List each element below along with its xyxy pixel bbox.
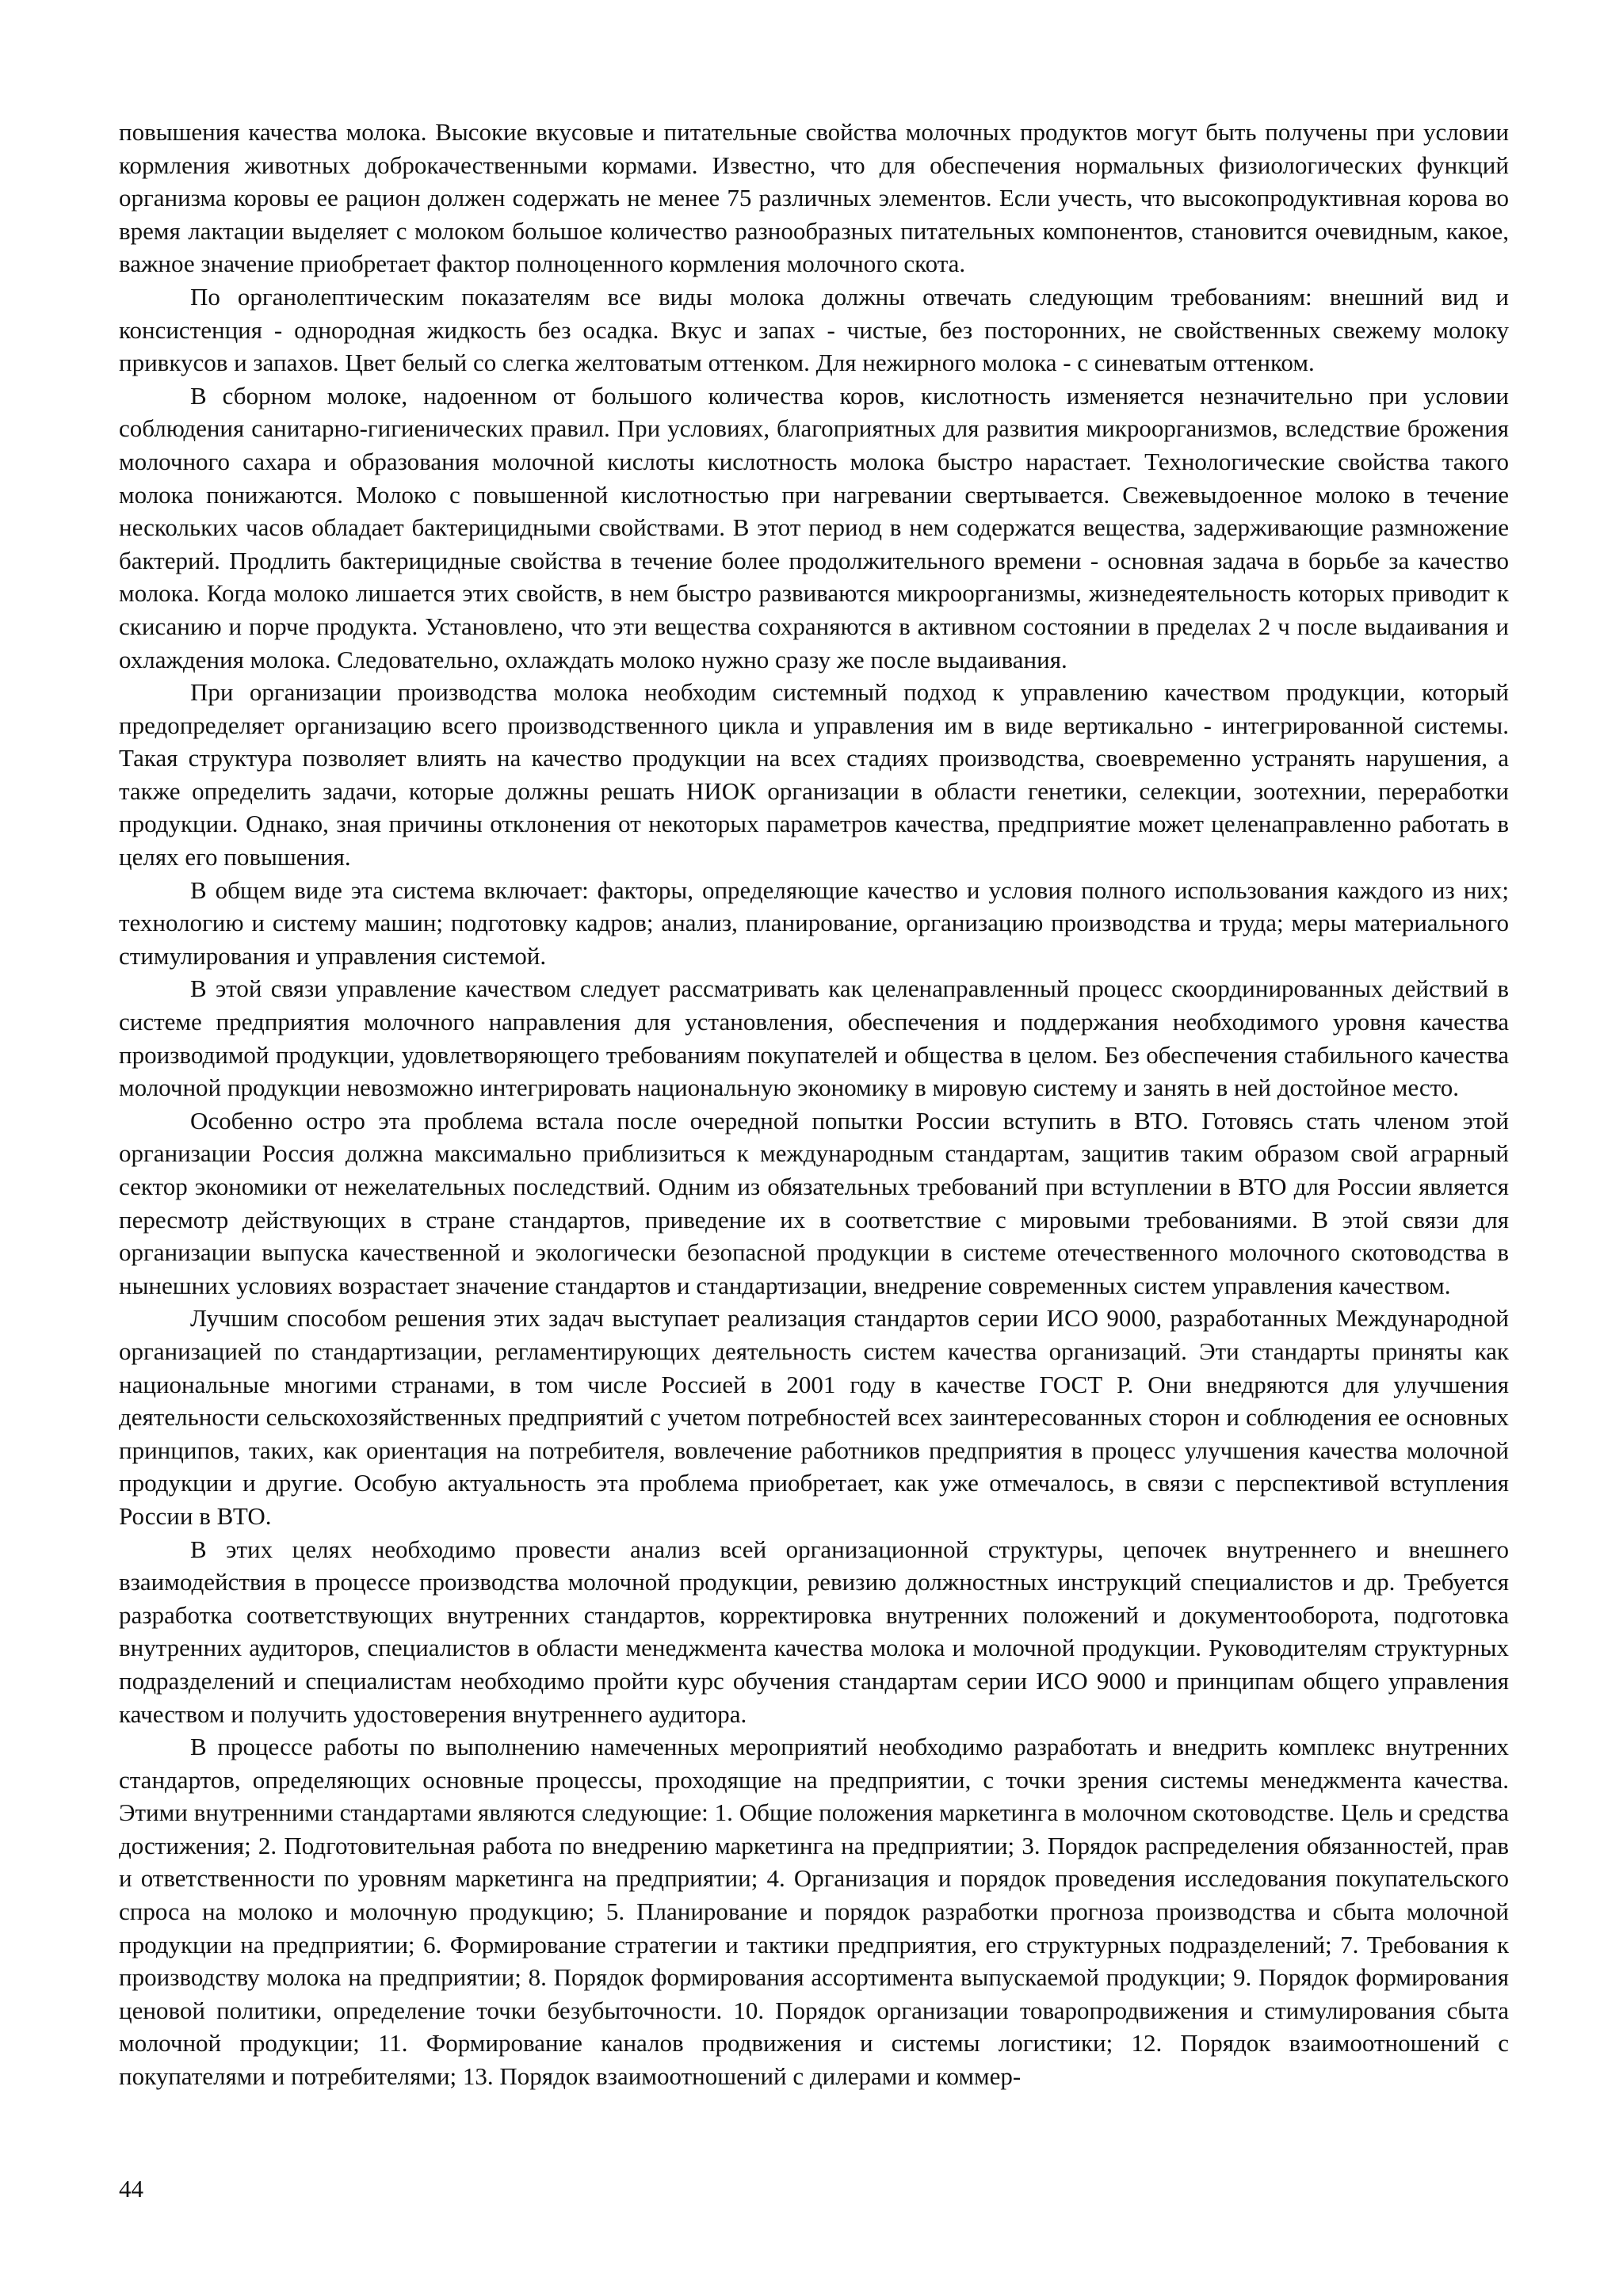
paragraph: По органолептическим показателям все виды молока должны отвечать следующим требованиям: внешний вид и консистенция - однородная жидкость без осадка. Вкус и запах - чистые, без посторонних, не свойственных свежему молоку привкусов и запахов. Цвет белый со слегка желтоватым оттенком. Для нежирного молока - с синеватым оттенком. [119, 282, 1509, 377]
paragraph: В сборном молоке, надоенном от большого количества коров, кислотность изменяется незначительно при условии соблюдения санитарно-гигиенических правил. При условиях, благоприятных для развития микроорганизмов, вследствие брожения молочного сахара и образования молочной кислоты кислотность молока быстро нарастает. Технологические свойства такого молока понижаются. Молоко с повышенной кислотностью при нагревании свертывается. Свежевыдоенное молоко в течение нескольких часов обладает бактерицидными свойствами. В этот период в нем содержатся вещества, задерживающие размножение бактерий. Продлить бактерицидные свойства в течение более продолжительного времени - основная задача в борьбе за качество молока. Когда молоко лишается этих свойств, в нем быстро развиваются микроорганизмы, жизнедеятельность которых приводит к скисанию и порче продукта. Установлено, что эти вещества сохраняются в активном состоянии в пределах 2 ч после выдаивания и охлаждения молока. Следовательно, охлаждать молоко нужно сразу же после выдаивания. [119, 381, 1509, 673]
paragraph: Особенно остро эта проблема встала после очередной попытки России вступить в ВТО. Готовясь стать членом этой организации Россия должна максимально приблизиться к международным стандартам, защитив таким образом свой аграрный сектор экономики от нежелательных последствий. Одним из обязательных требований при вступлении в ВТО для России является пересмотр действующих в стране стандартов, приведение их в соответствие с мировыми требованиями. В этой связи для организации выпуска качественной и экологически безопасной продукции в системе отечественного молочного скотоводства в нынешних условиях возрастает значение стандартов и стандартизации, внедрение современных систем управления качеством. [119, 1106, 1509, 1299]
paragraph: повышения качества молока. Высокие вкусовые и питательные свойства молочных продуктов могут быть получены при условии кормления животных доброкачественными кормами. Известно, что для обеспечения нормальных физиологических функций организма коровы ее рацион должен содержать не менее 75 различных элементов. Если учесть, что высокопродуктивная корова во время лактации выделяет с молоком большое количество разнообразных питательных компонентов, становится очевидным, какое, важное значение приобретает фактор полноценного кормления молочного скота. [119, 118, 1509, 278]
paragraph: В этих целях необходимо провести анализ всей организационной структуры, цепочек внутреннего и внешнего взаимодействия в процессе производства молочной продукции, ревизию должностных инструкций специалистов и др. Требуется разработка соответствующих внутренних стандартов, корректировка внутренних положений и документооборота, подготовка внутренних аудиторов, специалистов в области менеджмента качества молока и молочной продукции. Руководителям структурных подразделений и специалистам необходимо пройти курс обучения стандартам серии ИСО 9000 и принципам общего управления качеством и получить удостоверения внутреннего аудитора. [119, 1535, 1509, 1728]
page-number: 44 [119, 2175, 143, 2203]
paragraph: В процессе работы по выполнению намеченных мероприятий необходимо разработать и внедрить комплекс внутренних стандартов, определяющих основные процессы, проходящие на предприятии, с точки зрения системы менеджмента качества. Этими внутренними стандартами являются следующие: 1. Общие положения маркетинга в молочном скотоводстве. Цель и средства достижения; 2. Подготовительная работа по внедрению маркетинга на предприятии; 3. Порядок распределения обязанностей, прав и ответственности по уровням маркетинга на предприятии; 4. Организация и порядок проведения исследования покупательского спроса на молоко и молочную продукцию; 5. Планирование и порядок разработки прогноза производства и сбыта молочной продукции на предприятии; 6. Формирование стратегии и тактики предприятия, его структурных подразделений; 7. Требования к производству молока на предприятии; 8. Порядок формирования ассортимента выпускаемой продукции; 9. Порядок формирования ценовой политики, определение точки безубыточности. 10. Порядок организации товаропродвижения и стимулирования сбыта молочной продукции; 11. Формирование каналов продвижения и системы логистики; 12. Порядок взаимоотношений с покупателями и потребителями; 13. Порядок взаимоотношений с дилерами и коммер- [119, 1733, 1509, 2091]
paragraph: Лучшим способом решения этих задач выступает реализация стандартов серии ИСО 9000, разработанных Международной организацией по стандартизации, регламентирующих деятельность систем качества организаций. Эти стандарты приняты как национальные многими странами, в том числе Россией в 2001 году в качестве ГОСТ Р. Они внедряются для улучшения деятельности сельскохозяйственных предприятий с учетом потребностей всех заинтересованных сторон и соблюдения ее основных принципов, таких, как ориентация на потребителя, вовлечение работников предприятия в процесс улучшения качества молочной продукции и другие. Особую актуальность эта проблема приобретает, как уже отмечалось, в связи с перспективой вступления России в ВТО. [119, 1304, 1509, 1530]
paragraph: При организации производства молока необходим системный подход к управлению качеством продукции, который предопределяет организацию всего производственного цикла и управления им в виде вертикально - интегрированной системы. Такая структура позволяет влиять на качество продукции на всех стадиях производства, своевременно устранять нарушения, а также определить задачи, которые должны решать НИОК организации в области генетики, селекции, зоотехнии, переработки продукции. Однако, зная причины отклонения от некоторых параметров качества, предприятие может целенаправленно работать в целях его повышения. [119, 678, 1509, 871]
paragraph: В общем виде эта система включает: факторы, определяющие качество и условия полного использования каждого из них; технологию и систему машин; подготовку кадров; анализ, планирование, организацию производства и труда; меры материального стимулирования и управления системой. [119, 875, 1509, 970]
paragraph: В этой связи управление качеством следует рассматривать как целенаправленный процесс скоординированных действий в системе предприятия молочного направления для установления, обеспечения и поддержания необходимого уровня качества производимой продукции, удовлетворяющего требованиям покупателей и общества в целом. Без обеспечения стабильного качества молочной продукции невозможно интегрировать национальную экономику в мировую систему и занять в ней достойное место. [119, 974, 1509, 1102]
document-body [119, 116, 1509, 2093]
